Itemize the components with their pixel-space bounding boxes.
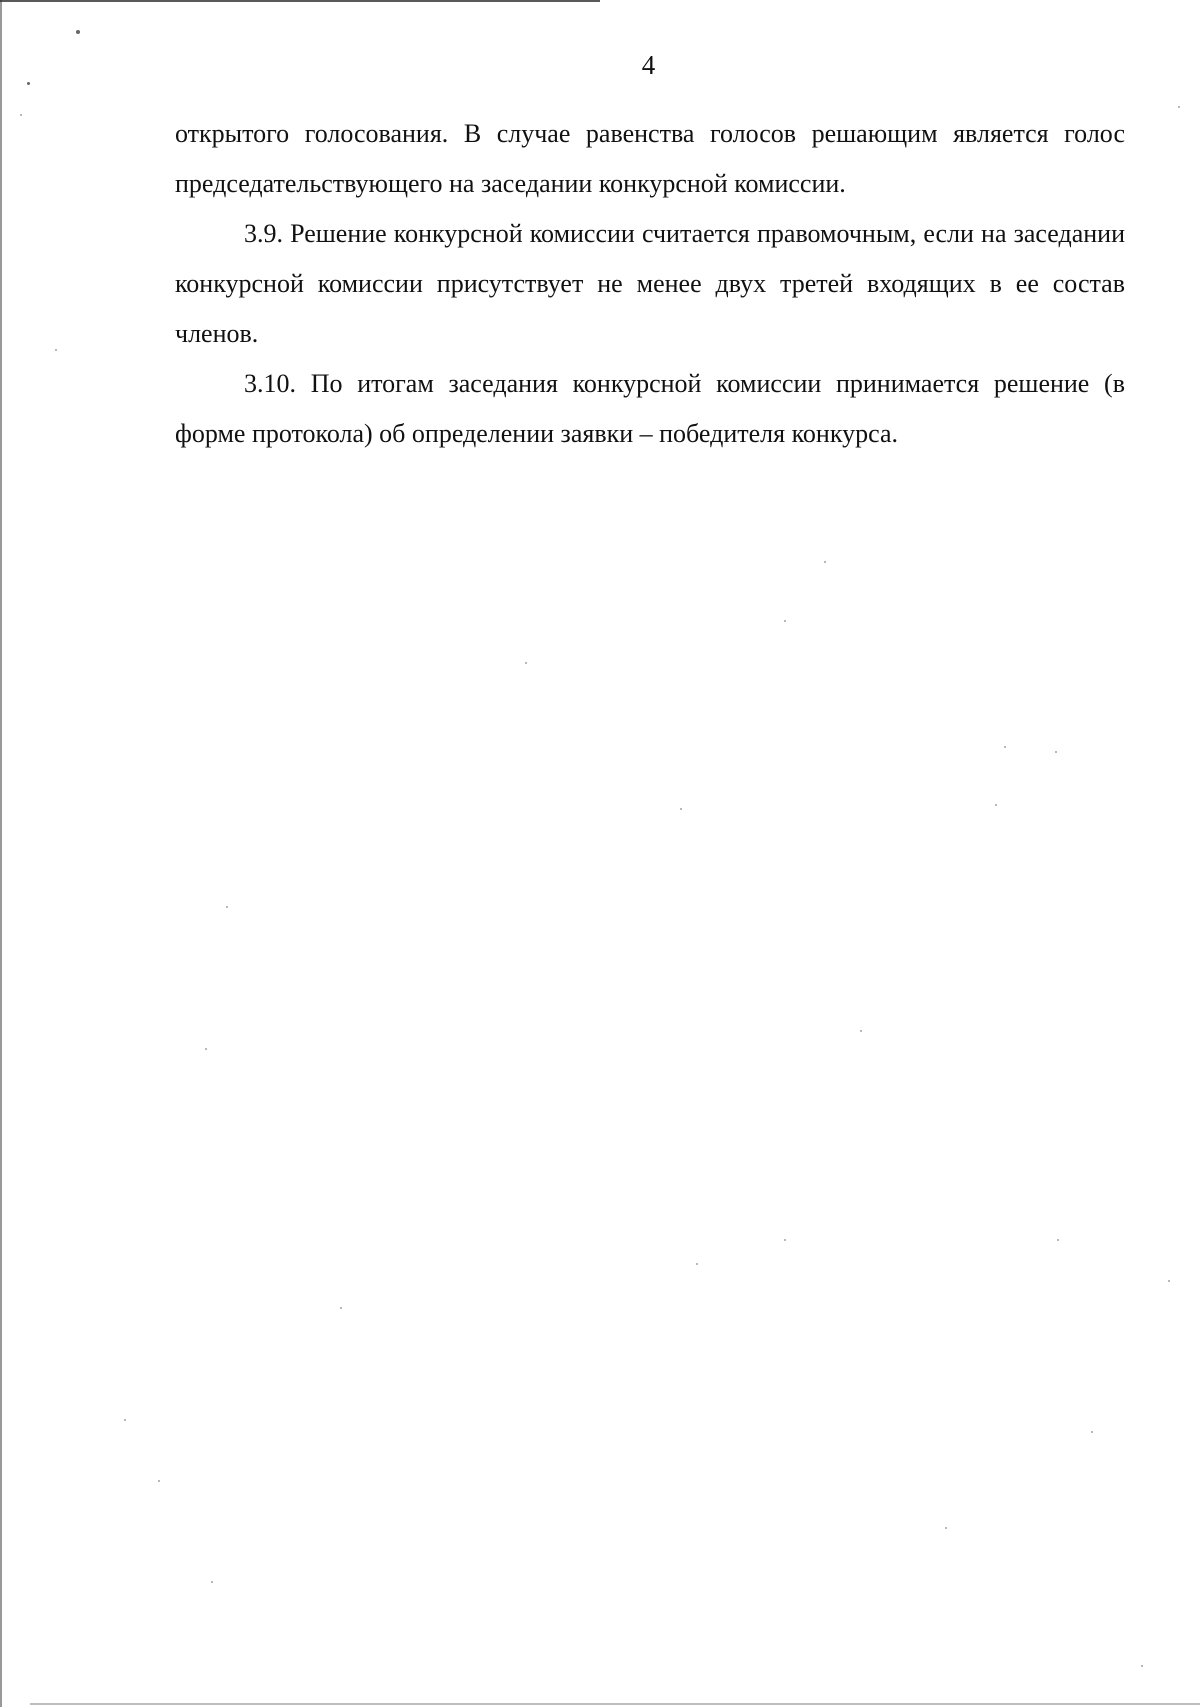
scan-speck: [696, 1263, 698, 1265]
scan-speck: [205, 1048, 207, 1050]
scan-speck: [945, 1527, 947, 1529]
scan-speck: [76, 30, 80, 34]
scan-speck: [340, 1307, 342, 1309]
scan-speck: [27, 82, 30, 85]
page-number: 4: [641, 50, 656, 80]
scan-speck: [525, 662, 527, 664]
scan-speck: [1055, 751, 1057, 753]
scan-speck: [995, 804, 997, 806]
scan-speck: [824, 561, 826, 563]
scan-speck: [124, 1419, 126, 1421]
paragraph-3-10: 3.10. По итогам заседания конкурсной комиссии принимается решение (в форме протокола) об определении заявки – победителя конкурса.: [175, 369, 1125, 448]
scan-speck: [55, 349, 57, 351]
scan-speck: [1168, 1280, 1170, 1282]
scan-edge-left: [0, 0, 2, 1707]
scan-speck: [158, 1480, 160, 1482]
scan-speck: [1004, 746, 1006, 748]
scan-speck: [784, 1239, 786, 1241]
paragraph-continuation: открытого голосования. В случае равенства голосов решающим является голос председательствующего на заседании конкурсной комиссии.: [175, 119, 1125, 198]
scan-speck: [860, 1030, 862, 1032]
scan-speck: [1141, 1665, 1143, 1667]
scan-speck: [1091, 1431, 1093, 1433]
scan-speck: [784, 620, 786, 622]
scan-speck: [1057, 1239, 1059, 1241]
scan-speck: [20, 114, 22, 116]
scan-edge-bottom: [30, 1703, 1200, 1705]
scan-speck: [1178, 106, 1180, 108]
scan-edge-top: [0, 0, 600, 2]
scan-speck: [226, 906, 228, 908]
document-body: [175, 109, 1125, 459]
scan-speck: [680, 808, 682, 810]
scan-speck: [211, 1581, 213, 1583]
paragraph-3-9: 3.9. Решение конкурсной комиссии считается правомочным, если на заседании конкурсной комиссии присутствует не менее двух третей входящих в ее состав членов.: [175, 219, 1125, 348]
